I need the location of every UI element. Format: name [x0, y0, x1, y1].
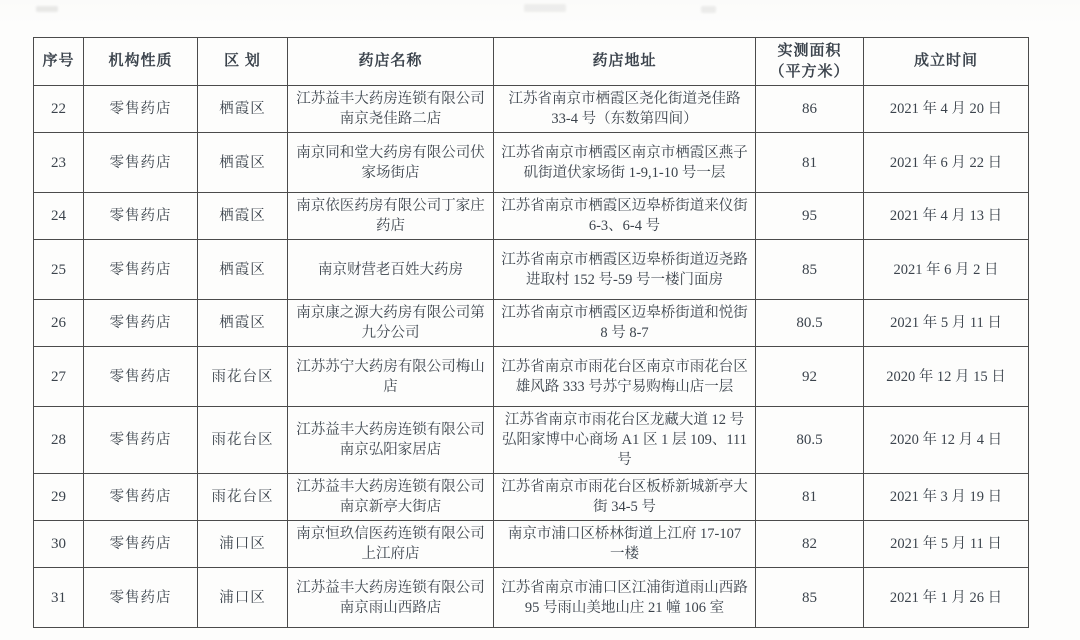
- table-row: [34, 300, 1029, 347]
- cell-address: 江苏省南京市栖霞区南京市栖霞区燕子矶街道伏家场街 1-9,1-10 号一层: [494, 133, 756, 193]
- col-header-district: 区 划: [198, 38, 288, 86]
- cell-nature: 零售药店: [84, 407, 198, 474]
- cell-seq: 29: [34, 474, 84, 521]
- col-header-store-name: 药店名称: [288, 38, 494, 86]
- cell-district: 栖霞区: [198, 193, 288, 240]
- cell-seq: 30: [34, 521, 84, 568]
- cell-nature: 零售药店: [84, 347, 198, 407]
- table-row: [34, 568, 1029, 628]
- cell-date: 2021 年 3 月 19 日: [864, 474, 1029, 521]
- cell-store-name: 江苏苏宁大药房有限公司梅山店: [288, 347, 494, 407]
- cell-address: 江苏省南京市雨花台区龙藏大道 12 号弘阳家博中心商场 A1 区 1 层 109、111 号: [494, 407, 756, 474]
- cell-date: 2021 年 5 月 11 日: [864, 300, 1029, 347]
- cell-district: 雨花台区: [198, 474, 288, 521]
- cell-seq: 26: [34, 300, 84, 347]
- cell-address: 江苏省南京市栖霞区迈皋桥街道和悦街 8 号 8-7: [494, 300, 756, 347]
- cell-address: 江苏省南京市雨花台区板桥新城新亭大街 34-5 号: [494, 474, 756, 521]
- col-header-area-line2: （平方米）: [769, 63, 850, 80]
- cell-date: 2021 年 6 月 2 日: [864, 240, 1029, 300]
- cell-date: 2020 年 12 月 15 日: [864, 347, 1029, 407]
- col-header-area: [756, 38, 864, 86]
- cell-store-name: 江苏益丰大药房连锁有限公司南京新亭大街店: [288, 474, 494, 521]
- cell-area: 81: [756, 133, 864, 193]
- cell-store-name: 南京同和堂大药房有限公司伏家场街店: [288, 133, 494, 193]
- cell-nature: 零售药店: [84, 133, 198, 193]
- cell-date: 2021 年 5 月 11 日: [864, 521, 1029, 568]
- cell-address: 江苏省南京市栖霞区迈皋桥街道来仪街 6-3、6-4 号: [494, 193, 756, 240]
- cell-date: 2021 年 4 月 20 日: [864, 86, 1029, 133]
- cell-seq: 31: [34, 568, 84, 628]
- col-header-seq: 序号: [34, 38, 84, 86]
- cell-area: 82: [756, 521, 864, 568]
- cell-date: 2021 年 6 月 22 日: [864, 133, 1029, 193]
- scan-artifact: [524, 4, 566, 12]
- table-row: [34, 86, 1029, 133]
- cell-area: 85: [756, 240, 864, 300]
- cell-nature: 零售药店: [84, 474, 198, 521]
- cell-district: 雨花台区: [198, 407, 288, 474]
- cell-nature: 零售药店: [84, 86, 198, 133]
- cell-district: 浦口区: [198, 568, 288, 628]
- cell-area: 86: [756, 86, 864, 133]
- cell-date: 2021 年 1 月 26 日: [864, 568, 1029, 628]
- table-row: [34, 407, 1029, 474]
- cell-district: 雨花台区: [198, 347, 288, 407]
- table-header-row: [34, 38, 1029, 86]
- cell-seq: 23: [34, 133, 84, 193]
- cell-address: 江苏省南京市雨花台区南京市雨花台区雄风路 333 号苏宁易购梅山店一层: [494, 347, 756, 407]
- cell-district: 栖霞区: [198, 133, 288, 193]
- table-row: [34, 474, 1029, 521]
- scan-artifact: [36, 6, 58, 12]
- cell-nature: 零售药店: [84, 521, 198, 568]
- cell-district: 栖霞区: [198, 300, 288, 347]
- col-header-nature: 机构性质: [84, 38, 198, 86]
- cell-seq: 28: [34, 407, 84, 474]
- table-row: [34, 133, 1029, 193]
- cell-date: 2021 年 4 月 13 日: [864, 193, 1029, 240]
- cell-area: 95: [756, 193, 864, 240]
- cell-nature: 零售药店: [84, 568, 198, 628]
- cell-area: 81: [756, 474, 864, 521]
- cell-seq: 27: [34, 347, 84, 407]
- cell-area: 80.5: [756, 407, 864, 474]
- cell-store-name: 南京财营老百姓大药房: [288, 240, 494, 300]
- col-header-area-line1: 实测面积: [777, 43, 842, 59]
- scan-artifact: [701, 6, 716, 13]
- table-row: [34, 347, 1029, 407]
- cell-nature: 零售药店: [84, 193, 198, 240]
- cell-address: 江苏省南京市浦口区江浦街道雨山西路 95 号雨山美地山庄 21 幢 106 室: [494, 568, 756, 628]
- cell-address: 江苏省南京市栖霞区迈皋桥街道迈尧路进取村 152 号-59 号一楼门面房: [494, 240, 756, 300]
- table-row: [34, 521, 1029, 568]
- table-row: [34, 240, 1029, 300]
- cell-district: 浦口区: [198, 521, 288, 568]
- cell-store-name: 南京恒玖信医药连锁有限公司上江府店: [288, 521, 494, 568]
- cell-district: 栖霞区: [198, 86, 288, 133]
- cell-nature: 零售药店: [84, 240, 198, 300]
- pharmacy-registry-table: [33, 37, 1029, 628]
- cell-store-name: 南京依医药房有限公司丁家庄药店: [288, 193, 494, 240]
- table-row: [34, 193, 1029, 240]
- cell-store-name: 南京康之源大药房有限公司第九分公司: [288, 300, 494, 347]
- cell-store-name: 江苏益丰大药房连锁有限公司南京尧佳路二店: [288, 86, 494, 133]
- cell-district: 栖霞区: [198, 240, 288, 300]
- cell-seq: 22: [34, 86, 84, 133]
- col-header-date: 成立时间: [864, 38, 1029, 86]
- cell-address: 南京市浦口区桥林街道上江府 17-107 一楼: [494, 521, 756, 568]
- cell-seq: 24: [34, 193, 84, 240]
- cell-area: 80.5: [756, 300, 864, 347]
- cell-area: 92: [756, 347, 864, 407]
- cell-seq: 25: [34, 240, 84, 300]
- cell-address: 江苏省南京市栖霞区尧化街道尧佳路 33-4 号（东数第四间）: [494, 86, 756, 133]
- cell-store-name: 江苏益丰大药房连锁有限公司南京雨山西路店: [288, 568, 494, 628]
- cell-nature: 零售药店: [84, 300, 198, 347]
- col-header-address: 药店地址: [494, 38, 756, 86]
- cell-store-name: 江苏益丰大药房连锁有限公司南京弘阳家居店: [288, 407, 494, 474]
- cell-date: 2020 年 12 月 4 日: [864, 407, 1029, 474]
- cell-area: 85: [756, 568, 864, 628]
